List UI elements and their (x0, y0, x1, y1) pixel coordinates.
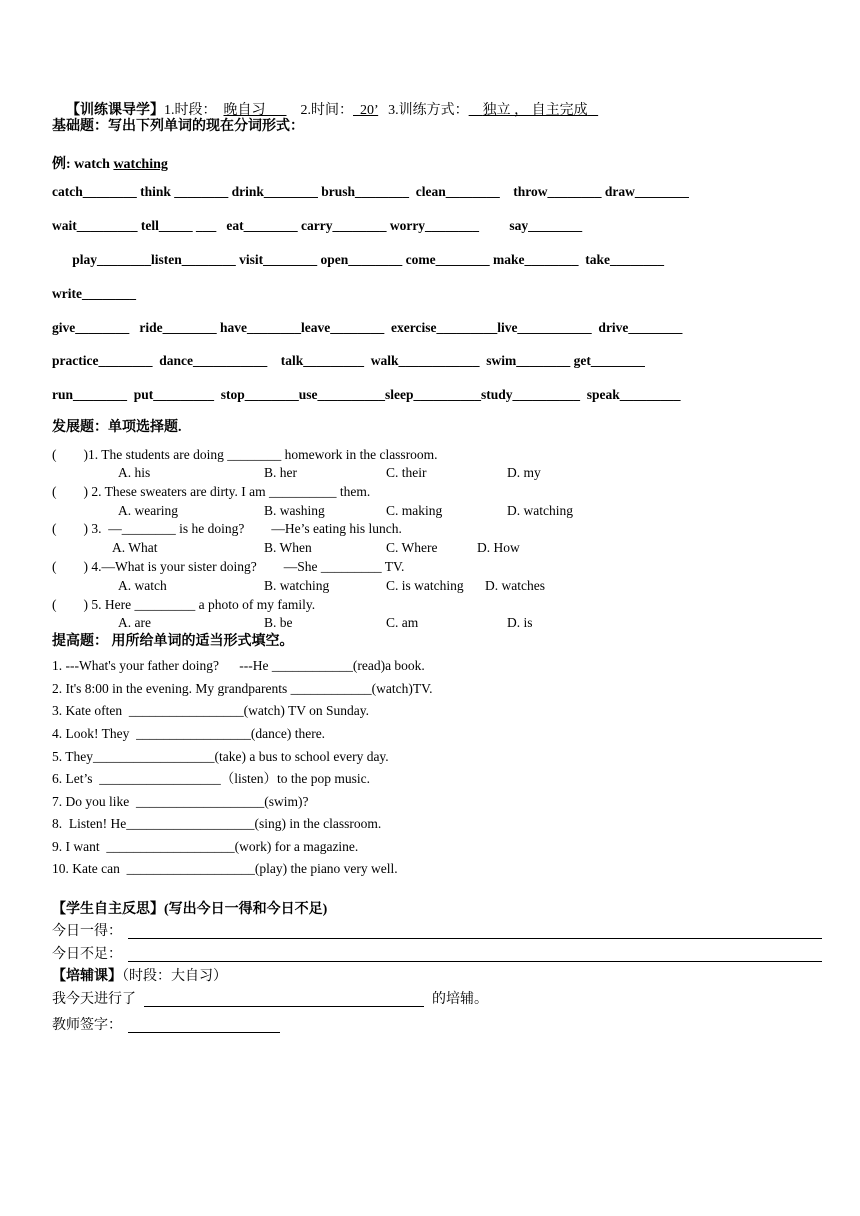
reflection-note: (写出今日一得和今日不足) (164, 902, 328, 917)
shortfall-answer-line (128, 961, 822, 962)
option: D. watches (485, 578, 545, 593)
improve-section-title: 提高题： 用所给单词的适当形式填空。 (52, 634, 294, 649)
fill-item: 8. Listen! He___________________(sing) in the classroom. (52, 816, 382, 831)
method-value: 独立 ， 自主完成 (482, 103, 588, 118)
question-stem: ( ) 5. Here _________ a photo of my family. (52, 597, 316, 612)
word-row: practice________ dance___________ talk_________ walk____________ swim________ get________ (52, 353, 645, 368)
fill-item: 3. Kate often _________________(watch) TV on Sunday. (52, 703, 369, 718)
fill-item: 2. It's 8:00 in the evening. My grandparents ____________(watch)TV. (52, 681, 433, 696)
fill-item: 10. Kate can ___________________(play) the piano very well. (52, 861, 398, 876)
option: D. watching (507, 503, 573, 518)
tutoring-line-prefix: 我今天进行了 (52, 992, 136, 1007)
option: B. her (264, 465, 297, 480)
tutoring-heading (52, 968, 227, 986)
question-stem: ( ) 2. These sweaters are dirty. I am __________ them. (52, 484, 371, 499)
option: B. When (264, 540, 312, 555)
signature-line (128, 1032, 280, 1033)
period-label: 1.时段： (164, 103, 217, 118)
shortfall-label: 今日不足： (52, 947, 122, 962)
example-prefix: 例: watch (52, 157, 114, 172)
word-row: catch________ think ________ drink________ brush________ clean________ throw________ draw________ (52, 184, 689, 199)
development-section-title: 发展题：单项选择题. (52, 420, 182, 435)
option: A. are (118, 615, 151, 630)
fill-item: 5. They__________________(take) a bus to school every day. (52, 749, 389, 764)
tutoring-note: （时段：大自习） (122, 969, 227, 984)
option: B. washing (264, 503, 325, 518)
signature-label: 教师签字： (52, 1018, 122, 1033)
option: D. How (477, 540, 520, 555)
option: C. is watching (386, 578, 464, 593)
option: B. be (264, 615, 293, 630)
fill-item: 1. ---What's your father doing? ---He ____________(read)a book. (52, 658, 425, 673)
word-row: write________ (52, 286, 136, 301)
tutoring-title: 【培辅课】 (52, 969, 122, 984)
period-value: 晚自习 (223, 103, 266, 118)
tutoring-answer-line (144, 1006, 424, 1007)
option: A. What (112, 540, 158, 555)
option: D. is (507, 615, 533, 630)
fill-item: 9. I want ___________________(work) for a magazine. (52, 839, 359, 854)
word-row: give________ ride________ have________leave________ exercise_________live___________ drive________ (52, 320, 683, 335)
question-stem: ( ) 3. —________ is he doing? —He’s eating his lunch. (52, 521, 402, 536)
option: C. making (386, 503, 443, 518)
option: B. watching (264, 578, 330, 593)
gain-answer-line (128, 938, 822, 939)
fill-item: 7. Do you like ___________________(swim)? (52, 794, 309, 809)
fill-item: 6. Let’s __________________（listen）to the pop music. (52, 771, 370, 786)
fill-item: 4. Look! They _________________(dance) there. (52, 726, 326, 741)
basic-section-title: 基础题：写出下列单词的现在分词形式： (52, 119, 304, 134)
reflection-title: 【学生自主反思】 (52, 902, 164, 917)
option: C. their (386, 465, 427, 480)
option: D. my (507, 465, 541, 480)
tutoring-line-suffix: 的培辅。 (432, 992, 488, 1007)
header-label: 【训练课导学】 (66, 103, 164, 118)
option: A. watch (118, 578, 167, 593)
option: A. his (118, 465, 151, 480)
reflection-heading (52, 901, 327, 919)
basic-example (52, 156, 168, 174)
option: C. am (386, 615, 419, 630)
gain-label: 今日一得： (52, 924, 122, 939)
time-value: 20’ (360, 103, 379, 118)
option: C. Where (386, 540, 438, 555)
question-stem: ( )1. The students are doing ________ homework in the classroom. (52, 447, 438, 462)
example-answer: watching (113, 157, 168, 172)
word-row: wait_________ tell_____ ___ eat________ carry________ worry________ say________ (52, 218, 583, 233)
word-row: run________ put_________ stop________use__________sleep__________study__________ speak_________ (52, 387, 681, 402)
word-row: play________listen________ visit________ open________ come________ make________ take________ (52, 252, 664, 267)
question-stem: ( ) 4.—What is your sister doing? —She _________ TV. (52, 559, 405, 574)
time-label: 2.时间： (300, 103, 353, 118)
option: A. wearing (118, 503, 178, 518)
method-label: 3.训练方式： (388, 103, 469, 118)
